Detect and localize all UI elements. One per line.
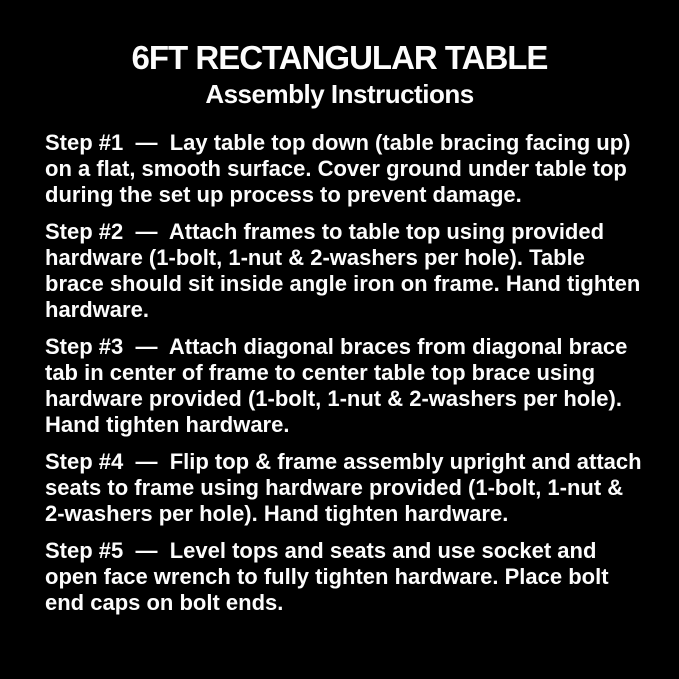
poster-subtitle: Assembly Instructions (205, 79, 474, 109)
step-3-instruction: Step #3 — Attach diagonal braces from diagonal brace tab in center of frame to center table top brace using hardware provided (1-bolt, 1-nut & 2-washers per hole). Hand tighten hardware. (45, 334, 634, 437)
step-1-instruction: Step #1 — Lay table top down (table bracing facing up) on a flat, smooth surface. Cover ground under table top during the set up process to prevent damage. (45, 130, 637, 207)
step-5-instruction: Step #5 — Level tops and seats and use socket and open face wrench to fully tighten hardware. Place bolt end caps on bolt ends. (45, 538, 615, 615)
step-2-instruction: Step #2 — Attach frames to table top using provided hardware (1-bolt, 1-nut & 2-washers per hole). Table brace should sit inside angle iron on frame. Hand tighten hardware. (45, 219, 647, 322)
poster-title: 6FT RECTANGULAR TABLE (131, 39, 548, 76)
step-4-instruction: Step #4 — Flip top & frame assembly upright and attach seats to frame using hardware provided (1-bolt, 1-nut & 2-washers per hole). Hand tighten hardware. (45, 449, 648, 526)
instruction-steps (45, 130, 648, 627)
